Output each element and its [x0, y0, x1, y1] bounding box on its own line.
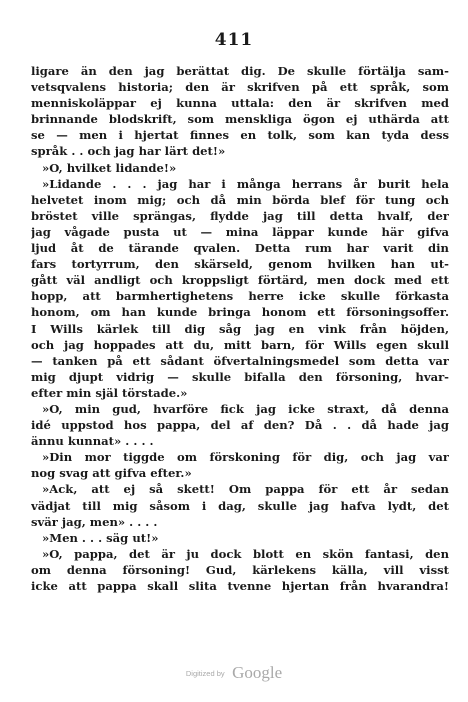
text-line: ljud åt de tärande qvalen. Detta rum har varit din — [31, 241, 449, 256]
text-line: ännu kunnat» . . . . — [31, 434, 154, 449]
page-text — [31, 63, 449, 594]
text-line: svär jag, men» . . . . — [31, 514, 158, 529]
text-line: nog svag att gifva efter.» — [31, 466, 192, 481]
text-line: »Lidande . . . jag har i många herrans år burit hela — [42, 176, 449, 191]
text-line: icke att pappa skall slita tvenne hjertan från hvarandra! — [31, 579, 449, 593]
text-line: »Men . . . säg ut!» — [42, 530, 159, 545]
text-line: vetsqvalens historia; den är skrifven på ett språk, som — [31, 80, 449, 95]
text-line: jag vågade pusta ut — mina läppar kunde här gifva — [31, 224, 449, 239]
text-line: språk . . och jag har lärt det!» — [31, 144, 226, 159]
watermark-prefix: Digitized by — [185, 668, 225, 678]
text-line: »O, min gud, hvarföre fick jag icke straxt, då denna — [42, 401, 449, 416]
text-line: fars tortyrrum, den skärseld, genom hvilken han ut- — [31, 257, 449, 272]
text-line: »Din mor tiggde om förskoning för dig, och jag var — [42, 450, 449, 465]
text-line: mig djupt vidrig — skulle bifalla den försoning, hvar- — [31, 369, 449, 384]
text-line: om denna försoning! Gud, kärlekens källa, vill visst — [31, 562, 449, 577]
text-line: hopp, att barmhertighetens herre icke skulle förkasta — [31, 289, 449, 304]
text-line: I Wills kärlek till dig såg jag en vink från höjden, — [31, 321, 449, 336]
text-line: menniskoläppar ej kunna uttala: den är skrifven med — [31, 96, 449, 111]
text-line: gått väl andligt och kroppsligt förtärd, men dock med ett — [31, 273, 449, 288]
text-line: »O, hvilket lidande!» — [42, 160, 177, 175]
digitized-watermark — [0, 663, 468, 683]
text-line: idé uppstod hos pappa, del af den? Då . . då hade jag — [31, 418, 449, 433]
google-logo: Google — [232, 663, 283, 682]
text-line: bröstet ville sprängas, flydde jag till detta hvalf, der — [31, 208, 449, 223]
text-line: »Ack, att ej så skett! Om pappa för ett år sedan — [42, 482, 449, 497]
text-line: »O, pappa, det är ju dock blott en skön fantasi, den — [42, 546, 449, 561]
text-line: — tanken på ett sådant öfvertalningsmedel som detta var — [31, 353, 449, 368]
text-line: brinnande blodskrift, som menskliga ögon ej uthärda att — [31, 112, 449, 127]
text-line: ligare än den jag berättat dig. De skulle förtälja sam- — [31, 64, 449, 78]
text-line: och jag hoppades att du, mitt barn, för Wills egen skull — [31, 337, 449, 352]
text-line: honom, om han kunde bringa honom ett försoningsoffer. — [31, 305, 449, 320]
text-line: helvetet inom mig; och då min börda blef för tung och — [31, 192, 449, 207]
text-line: vädjat till mig såsom i dag, skulle jag hafva lydt, det — [31, 498, 449, 513]
text-line: se — men i hjertat finnes en tolk, som kan tyda dess — [31, 128, 449, 143]
page-number: 411 — [214, 30, 254, 50]
text-line: efter min själ törstade.» — [31, 385, 188, 400]
